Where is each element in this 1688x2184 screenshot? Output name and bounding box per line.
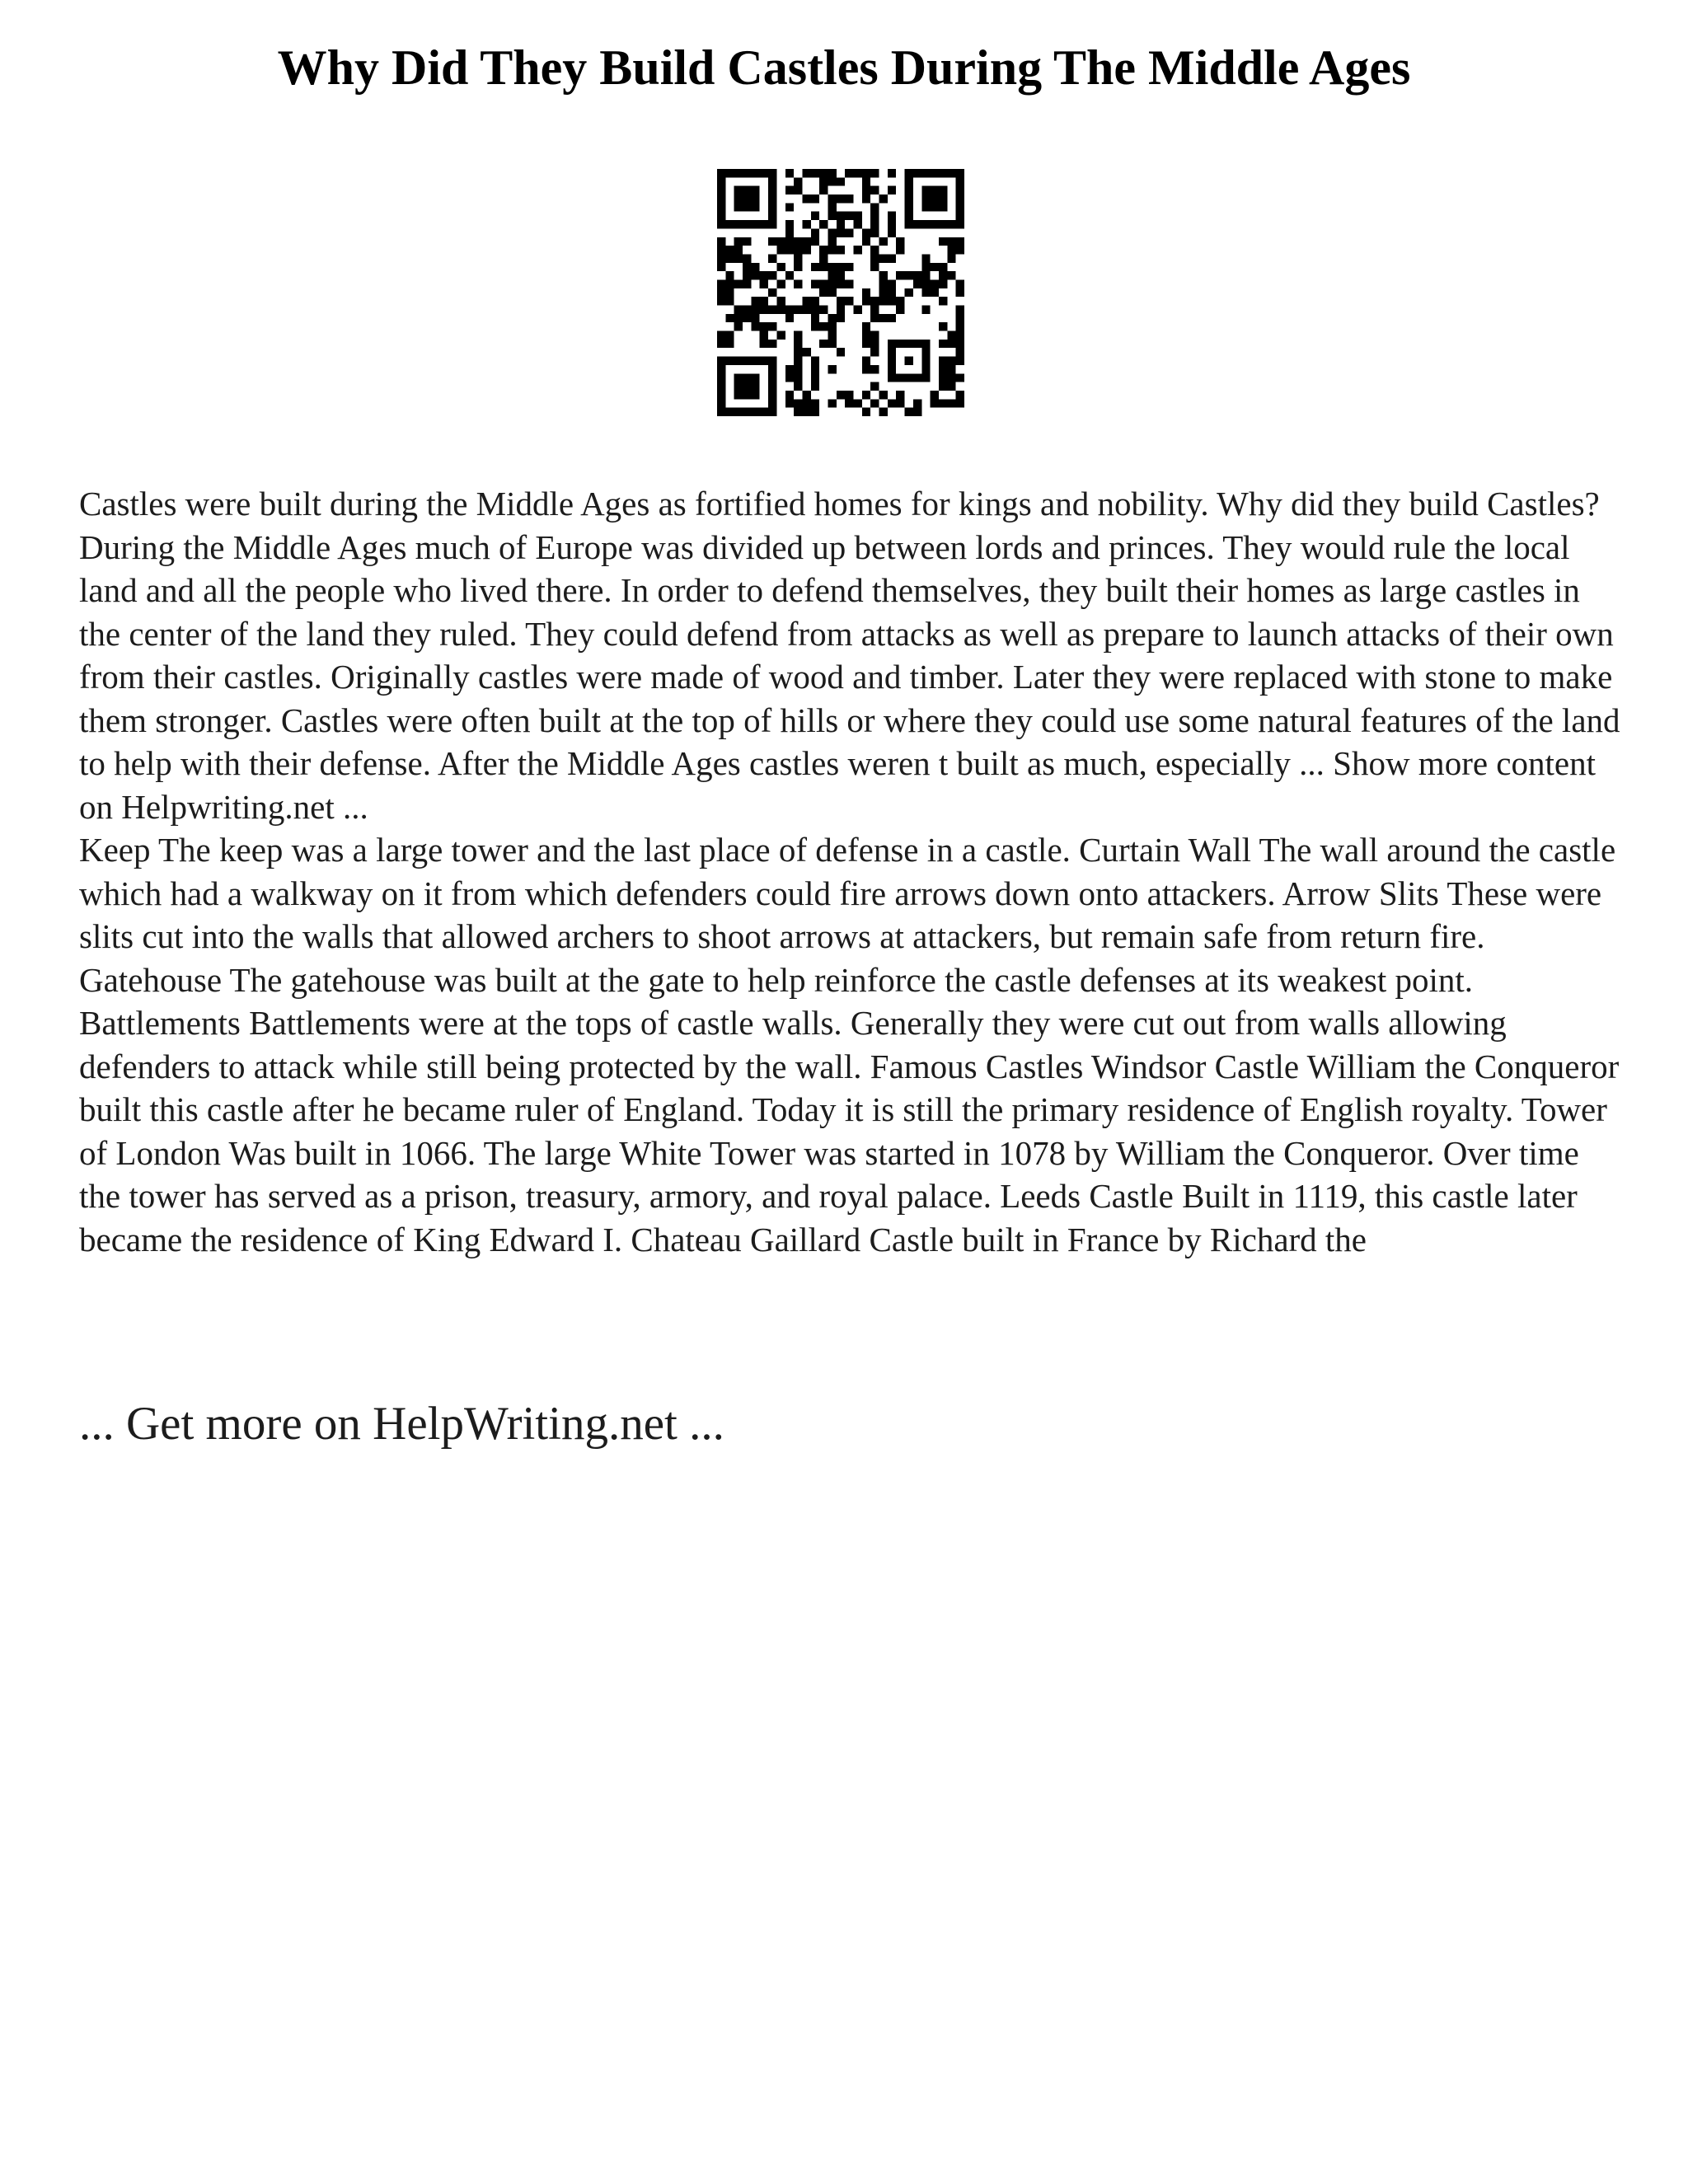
- qr-code-icon: [717, 169, 964, 416]
- paragraph-castle-parts: Keep The keep was a large tower and the last place of defense in a castle. Curtain Wall The wall around the castle which had a walkway on it from which defenders could fire arrows down onto attackers. Arrow Slits These were slits cut into the walls that allowed archers to shoot arrows at attackers, but remain safe from return fire. Gatehouse The gatehouse was built at the gate to help reinforce the castle defenses at its weakest point. Battlements Battlements were at the tops of castle walls. Generally they were cut out from walls allowing defenders to attack while still being protected by the wall. Famous Castles Windsor Castle William the Conqueror built this castle after he became ruler of England. Today it is still the primary residence of English royalty. Tower of London Was built in 1066. The large White Tower was started in 1078 by William the Conqueror. Over time the tower has served as a prison, treasury, armory, and royal palace. Leeds Castle Built in 1119, this castle later became the residence of King Edward I. Chateau Gaillard Castle built in France by Richard the: [79, 831, 1620, 1258]
- article-body: [79, 482, 1629, 1261]
- page-title: Why Did They Build Castles During The Middle Ages: [277, 40, 1411, 95]
- get-more-link[interactable]: ... Get more on HelpWriting.net ...: [79, 1398, 724, 1450]
- paragraph-intro: Castles were built during the Middle Ages as fortified homes for kings and nobility. Why did they build Castles? During the Middle Ages much of Europe was divided up between lords and princes. They would rule the local land and all the people who lived there. In order to defend themselves, they built their homes as large castles in the center of the land they ruled. They could defend from attacks as well as prepare to launch attacks of their own from their castles. Originally castles were made of wood and timber. Later they were replaced with stone to make them stronger. Castles were often built at the top of hills or where they could use some natural features of the land to help with their defense. After the Middle Ages castles weren t built as much, especially ... Show more content on Helpwriting.net ...: [79, 485, 1620, 826]
